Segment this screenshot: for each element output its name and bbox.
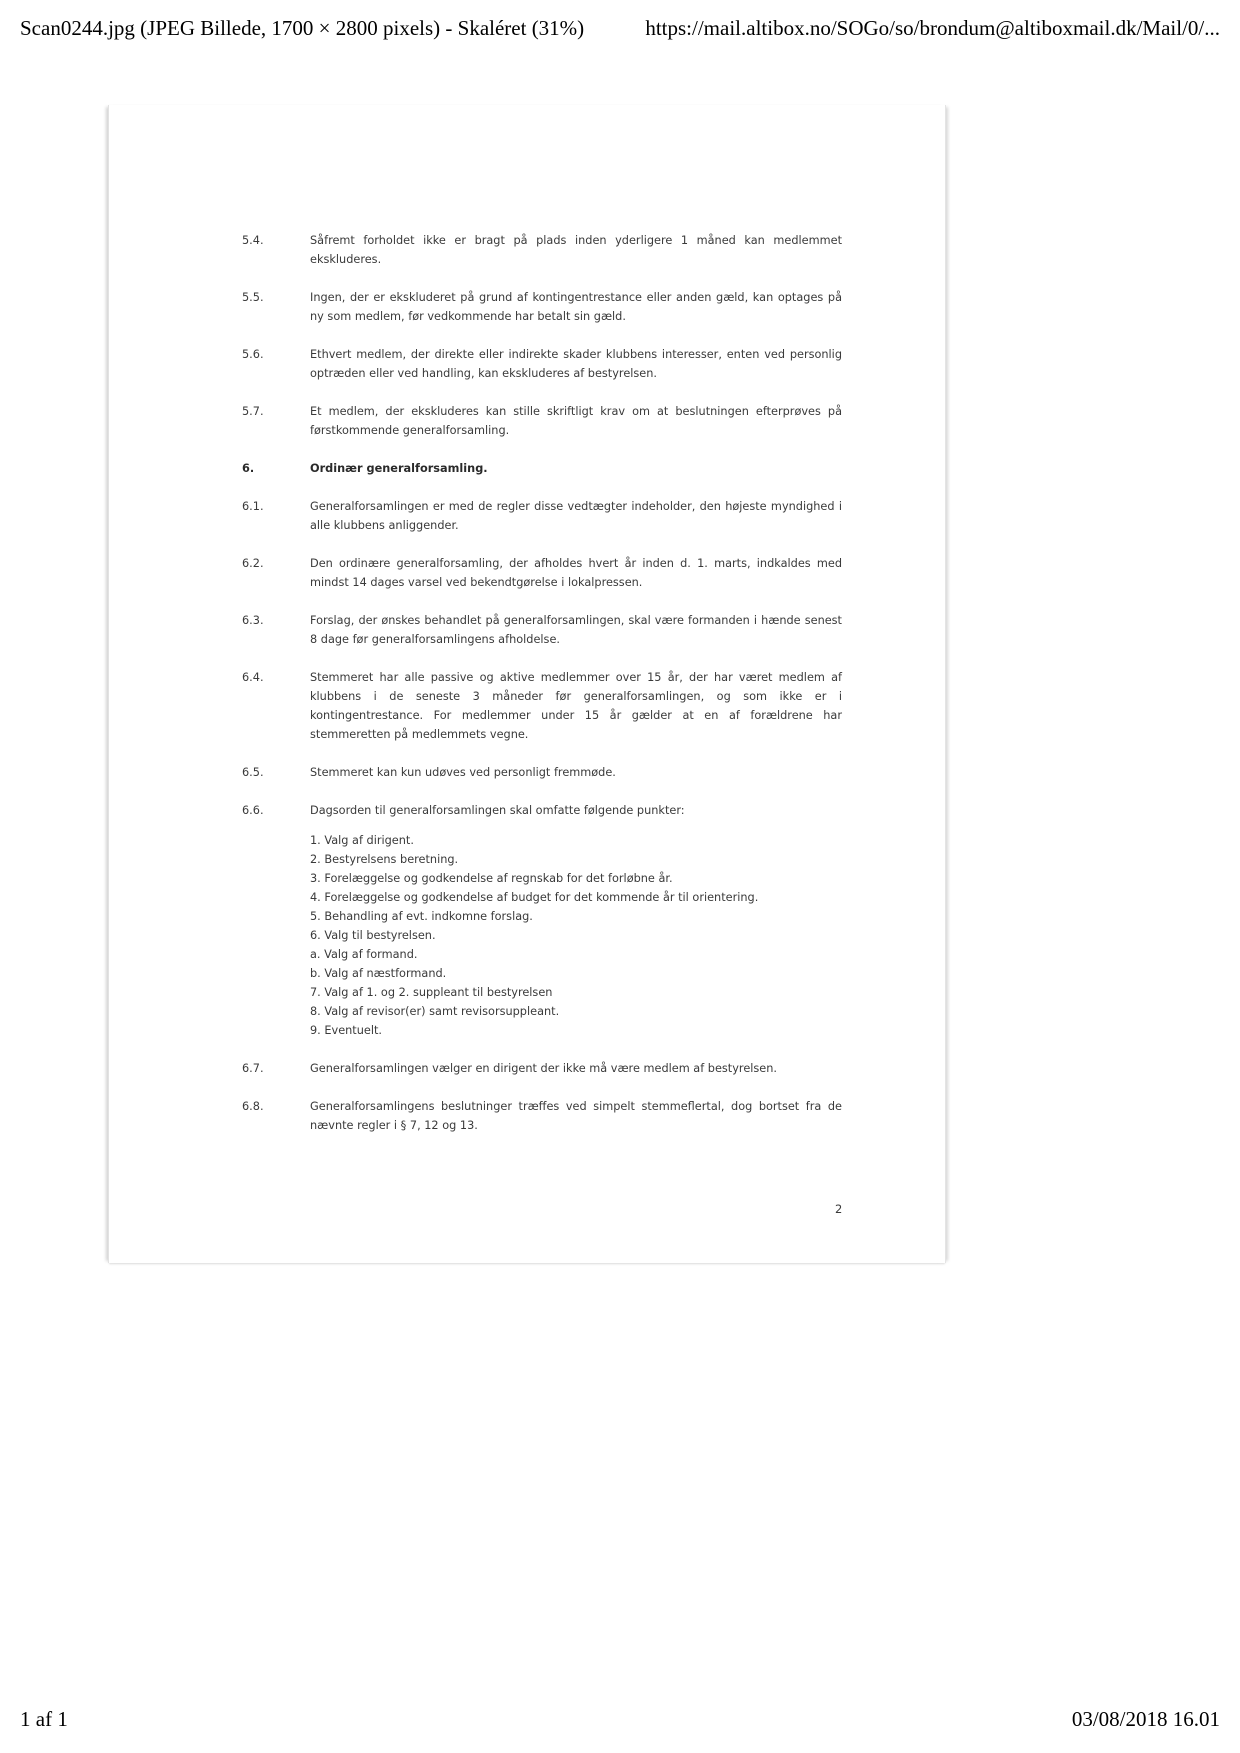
clause-text: Ethvert medlem, der direkte eller indirekte skader klubbens interesser, enten ved personlig optræden eller ved handling, kan ekskluderes af bestyrelsen. [310,348,842,380]
agenda-item: 8. Valg af revisor(er) samt revisorsuppleant. [310,1005,560,1018]
section-number: 6. [242,462,255,475]
clause-5-4 [242,231,842,269]
clause-number: 6.6. [242,804,264,817]
agenda-item: 2. Bestyrelsens beretning. [310,853,459,866]
section-title: Ordinær generalforsamling. [310,462,488,475]
clause-6-7 [242,1059,842,1078]
clause-text: Generalforsamlingen vælger en dirigent der ikke må være medlem af bestyrelsen. [310,1062,777,1075]
agenda-item: 3. Forelæggelse og godkendelse af regnskab for det forløbne år. [310,872,673,885]
scanned-page [108,105,946,1263]
clause-5-7 [242,402,842,440]
clause-number: 6.7. [242,1062,264,1075]
clause-text: Et medlem, der ekskluderes kan stille skriftligt krav om at beslutningen efterprøves på førstkommende generalforsamling. [310,405,842,437]
print-header-title: Scan0244.jpg (JPEG Billede, 1700 × 2800 pixels) - Skaléret (31%) [20,16,585,40]
clause-text: Såfremt forholdet ikke er bragt på plads inden yderligere 1 måned kan medlemmet ekskluderes. [310,234,842,266]
clause-6-2 [242,554,842,592]
clause-5-5 [242,288,842,326]
clause-text: Generalforsamlingen er med de regler disse vedtægter indeholder, den højeste myndighed i alle klubbens anliggender. [310,500,842,532]
clause-number: 6.8. [242,1100,264,1113]
clause-number: 6.5. [242,766,264,779]
clause-6-5 [242,763,842,782]
agenda-list [310,831,842,1040]
clause-text: Den ordinære generalforsamling, der afholdes hvert år inden d. 1. marts, indkaldes med mindst 14 dages varsel ved bekendtgørelse i lokalpressen. [310,557,842,589]
print-footer-timestamp: 03/08/2018 16.01 [1071,1707,1220,1731]
agenda-item: 4. Forelæggelse og godkendelse af budget for det kommende år til orientering. [310,891,759,904]
clause-number: 6.3. [242,614,264,627]
section-heading-6 [242,459,842,478]
clause-number: 5.4. [242,234,264,247]
clause-text: Forslag, der ønskes behandlet på generalforsamlingen, skal være formanden i hænde senest 8 dage før generalforsamlingens afholdelse. [310,614,842,646]
page-number: 2 [835,1202,843,1216]
clause-5-6 [242,345,842,383]
agenda-item: 5. Behandling af evt. indkomne forslag. [310,910,533,923]
clause-number: 5.7. [242,405,264,418]
clause-6-1 [242,497,842,535]
clause-6-4 [242,668,842,744]
print-header-url: https://mail.altibox.no/SOGo/so/brondum@altiboxmail.dk/Mail/0/... [645,16,1220,40]
clause-6-6 [242,801,842,820]
agenda-item: a. Valg af formand. [310,948,418,961]
clause-number: 5.6. [242,348,264,361]
agenda-item: 1. Valg af dirigent. [310,834,414,847]
clause-number: 6.1. [242,500,264,513]
clause-text: Stemmeret kan kun udøves ved personligt fremmøde. [310,766,616,779]
agenda-item: b. Valg af næstformand. [310,967,447,980]
clause-text: Dagsorden til generalforsamlingen skal omfatte følgende punkter: [310,804,685,817]
clause-text: Ingen, der er ekskluderet på grund af kontingentrestance eller anden gæld, kan optages på ny som medlem, før vedkommende har betalt sin gæld. [310,291,842,323]
agenda-item: 6. Valg til bestyrelsen. [310,929,436,942]
clause-text: Stemmeret har alle passive og aktive medlemmer over 15 år, der har været medlem af klubbens i de seneste 3 måneder før generalforsamlingen, og som ikke er i kontingentrestance. For medlemmer under 15 år gælder at en af forældrene har stemmeretten på medlemmets vegne. [310,671,842,741]
clause-6-8 [242,1097,842,1135]
agenda-item: 7. Valg af 1. og 2. suppleant til bestyrelsen [310,986,553,999]
clause-number: 5.5. [242,291,264,304]
clause-number: 6.4. [242,671,264,684]
clause-number: 6.2. [242,557,264,570]
agenda-item: 9. Eventuelt. [310,1024,383,1037]
clause-text: Generalforsamlingens beslutninger træffes ved simpelt stemmeflertal, dog bortset fra de nævnte regler i § 7, 12 og 13. [310,1100,842,1132]
document-body [242,231,842,1154]
clause-6-3 [242,611,842,649]
print-footer-page-count: 1 af 1 [20,1707,68,1731]
